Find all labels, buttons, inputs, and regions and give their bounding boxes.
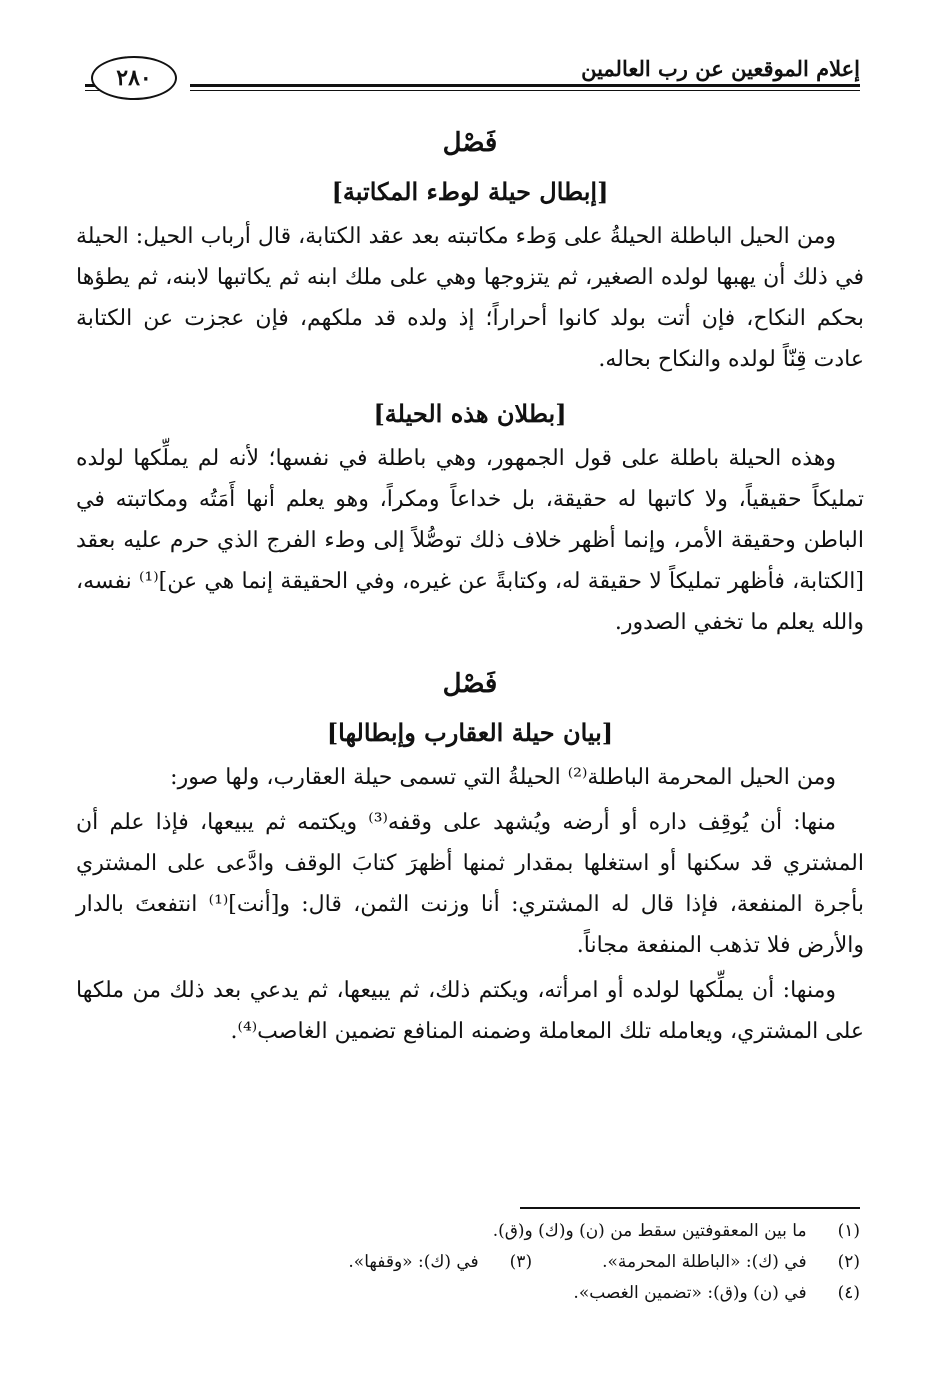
footnote-number: (٣) [509, 1252, 533, 1272]
header-rule-thin [190, 90, 860, 91]
section-subheading: [بطلان هذه الحيلة] [373, 399, 567, 428]
paragraph: وهذه الحيلة باطلة على قول الجمهور، وهي باطلة في نفسها؛ لأنه لم يملِّكها لولده تمليكاً حقيقياً، ولا كاتبها له حقيقة، بل خداعاً ومكراً، وهو يعلم أنها أَمَتُه ومكاتبته في الباطن وحقيقة الأمر، وإنما أظهر خلاف ذلك توصُّلاً إلى وطء الفرج الذي حرم عليه بعقد [الكتابة، فأظهر تمليكاً لا حقيقة له، وكتابةً عن غيره، وفي الحقيقة إنما هي عن]⁽¹⁾ نفسه، والله يعلم ما تخفي الصدور. [76, 446, 865, 635]
header-rule-thick [190, 84, 860, 87]
section-subheading: [بيان حيلة العقارب وإبطالها] [326, 718, 614, 747]
page-number: ٢٨٠ [91, 56, 177, 100]
section-subheading: [إبطال حيلة لوطء المكاتبة] [331, 177, 609, 206]
paragraph: منها: أن يُوقِف داره أو أرضه ويُشهد على وقفه⁽³⁾ ويكتمه ثم يبيعها، فإذا علم أن المشتري قد سكنها أو استغلها بمقدار ثمنها أظهرَ كتابَ الوقف وادَّعى على المشتري بأجرة المنفعة، فإذا قال له المشتري: أنا وزنت الثمن، قال: و[أنت]⁽¹⁾ انتفعتَ بالدار والأرض فلا تذهب المنفعة مجاناً. [76, 810, 864, 958]
footnote [72, 1216, 860, 1247]
footnote-rule [520, 1207, 860, 1209]
page-header [85, 48, 860, 108]
paragraph: ومنها: أن يملِّكها لولده أو امرأته، ويكتم ذلك، ثم يبيعها، ثم يدعي بعد ذلك من ملكها على المشتري، ويعامله تلك المعاملة وضمنه المنافع تضمين الغاصب⁽⁴⁾. [76, 978, 864, 1044]
footnote-number: (٢) [837, 1252, 860, 1272]
page-body [76, 118, 864, 1052]
footnote-row [72, 1247, 860, 1278]
footnotes [72, 1216, 860, 1309]
paragraph: ومن الحيل المحرمة الباطلة⁽²⁾ الحيلةُ التي تسمى حيلة العقارب، ولها صور: [170, 765, 836, 790]
footnote-text: في (ك): «الباطلة المحرمة». [602, 1252, 807, 1272]
section-heading: فَصْل [442, 669, 498, 699]
footnote-number: (١) [837, 1221, 860, 1241]
paragraph: ومن الحيل الباطلة الحيلةُ على وَطء مكاتبته بعد عقد الكتابة، قال أرباب الحيل: الحيلة في ذلك أن يهبها لولده الصغير، ثم يتزوجها وهي على ملك ابنه ثم يكاتبها لابنه، ثم يطؤها بحكم النكاح، فإن أتت بولد كانوا أحراراً؛ إذ ولده قد ملكهم، فإن عجزت عن الكتابة عادت قِنّاً لولده والنكاح بحاله. [76, 224, 864, 372]
footnote-number: (٤) [837, 1283, 860, 1303]
running-title: إعلام الموقعين عن رب العالمين [581, 56, 860, 81]
footnote-text: ما بين المعقوفتين سقط من (ن) و(ك) و(ق). [492, 1221, 807, 1241]
footnote-text: في (ن) و(ق): «تضمين الغصب». [573, 1283, 807, 1303]
section-heading: فَصْل [442, 128, 498, 158]
footnote [348, 1247, 532, 1278]
footnote-text: في (ك): «وقفها». [348, 1252, 479, 1272]
footnote [602, 1247, 860, 1278]
footnote [72, 1278, 860, 1309]
